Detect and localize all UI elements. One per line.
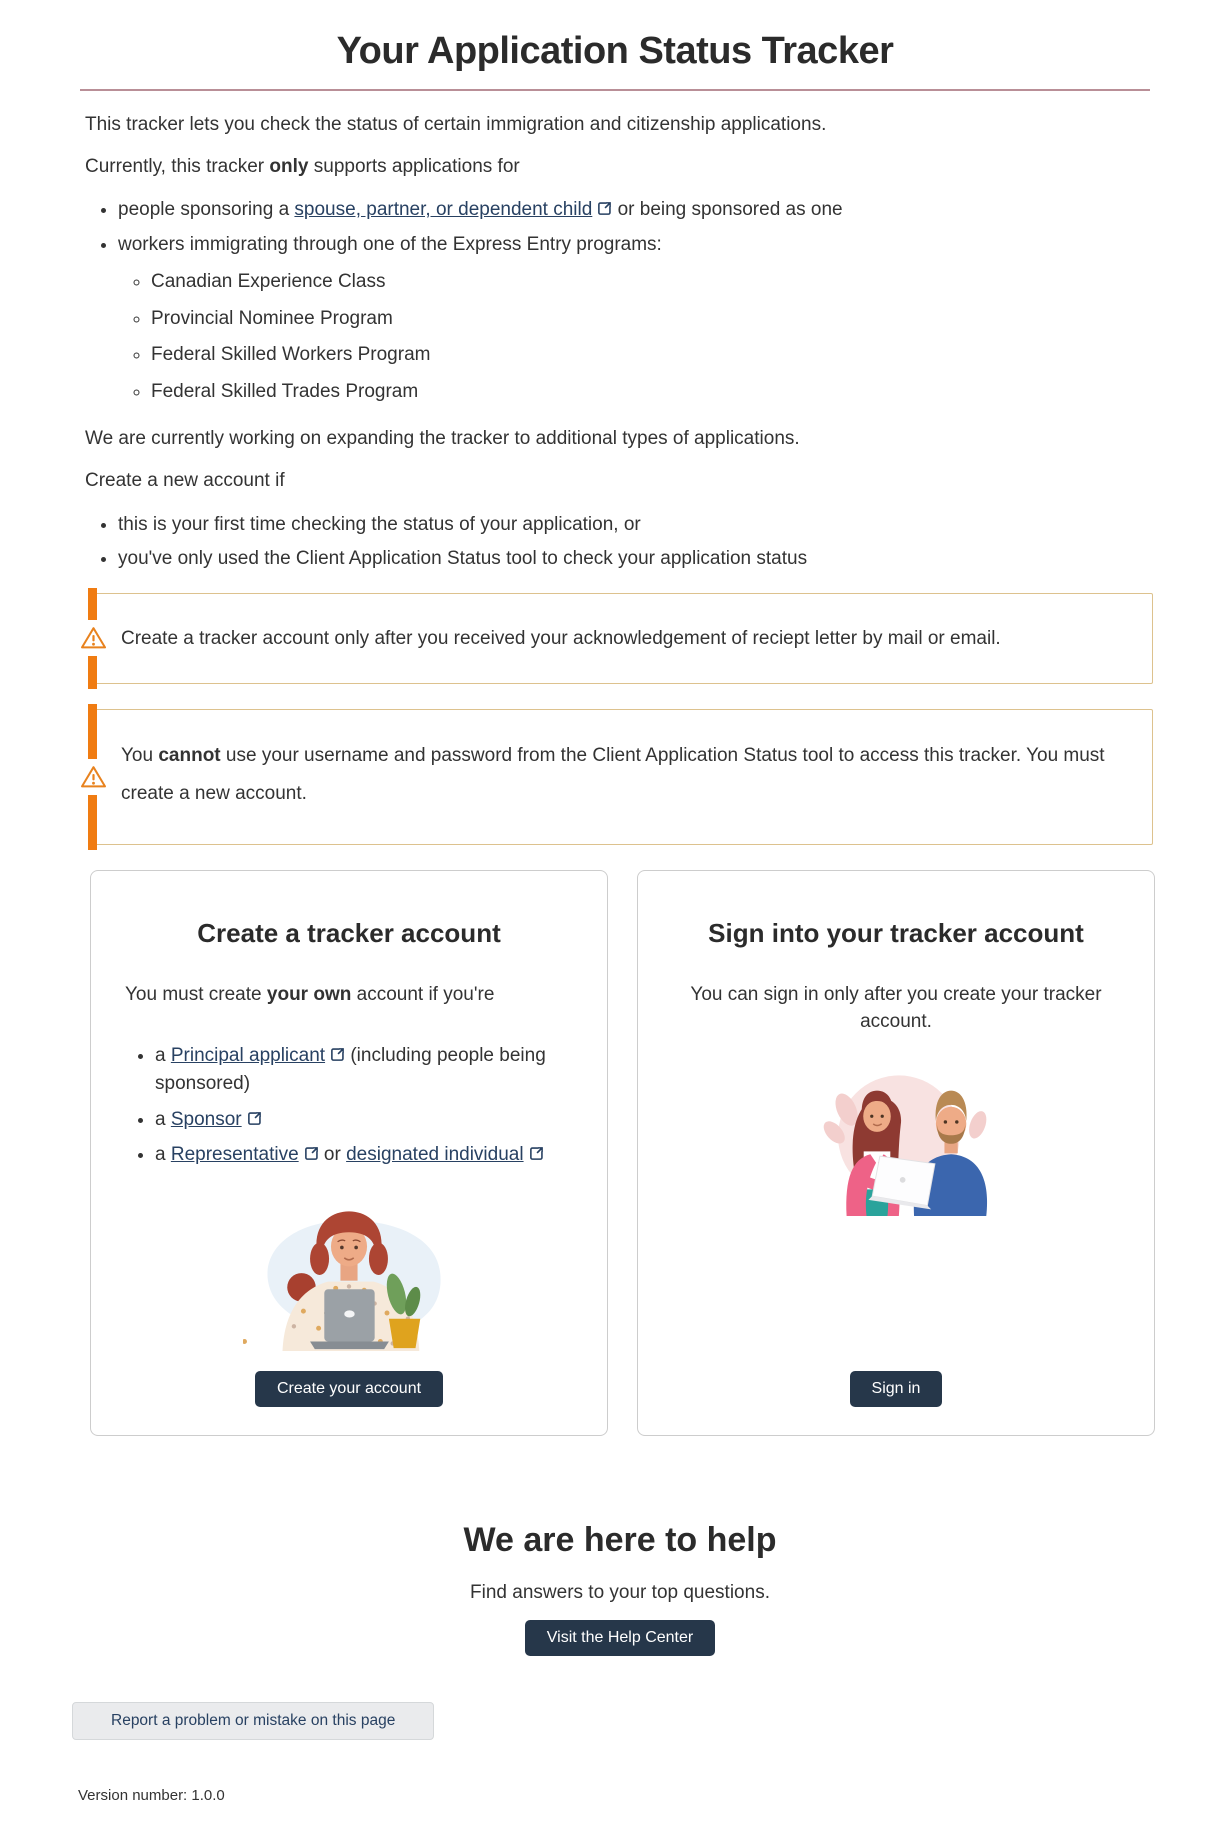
sign-in-button[interactable]: Sign in — [850, 1371, 943, 1407]
help-section — [85, 1516, 1155, 1657]
supported-intro-paragraph: Currently, this tracker only supports applications for — [85, 155, 520, 177]
help-text: Find answers to your top questions. — [470, 1581, 770, 1603]
express-entry-programs-list — [118, 268, 1155, 405]
sign-in-card — [637, 870, 1155, 1435]
create-card-actions — [125, 1357, 573, 1407]
external-link-icon — [304, 1146, 319, 1161]
intro-paragraph: This tracker lets you check the status of certain immigration and citizenship applications. — [85, 114, 827, 136]
external-link-icon — [330, 1047, 345, 1062]
signin-card-intro: You can sign in only after you create your tracker account. — [690, 983, 1102, 1033]
supported-applications-list — [85, 196, 1155, 405]
help-heading: We are here to help — [463, 1520, 777, 1559]
spouse-partner-child-link[interactable]: spouse, partner, or dependent child — [294, 199, 593, 221]
account-roles-list — [125, 1034, 573, 1176]
representative-link[interactable]: Representative — [170, 1144, 299, 1166]
page-footer — [72, 1702, 1230, 1807]
woman-laptop-illustration — [243, 1199, 455, 1351]
couple-laptop-illustration — [790, 1064, 1002, 1216]
external-link-icon — [597, 201, 612, 216]
list-item-principal-applicant: • a Principal applicant (including people being sponsored) — [155, 1042, 573, 1097]
list-item-cas-tool: • you've only used the Client Application Status tool to check your application status — [118, 545, 1155, 573]
list-item-express-entry: • workers immigrating through one of the Express Entry programs: ◦ Canadian Experience Class ◦ Provincial Nominee Program ◦ Federal Skilled Workers Program ◦ Federal Skilled Trades Program — [118, 231, 1155, 406]
sponsor-link[interactable]: Sponsor — [170, 1108, 242, 1130]
create-account-conditions-list — [85, 511, 1155, 573]
report-problem-button[interactable]: Report a problem or mistake on this page — [72, 1702, 434, 1740]
create-card-heading: Create a tracker account — [197, 918, 501, 949]
create-account-if-label: Create a new account if — [85, 470, 285, 492]
create-account-card — [90, 870, 608, 1435]
list-item-sponsorship: • people sponsoring a spouse, partner, or dependent child or being sponsored as one — [118, 196, 1155, 224]
main-content — [0, 111, 1230, 1656]
title-divider — [80, 89, 1150, 91]
create-card-intro: You must create your own account if you're — [125, 983, 495, 1005]
list-item-first-time: • this is your first time checking the status of your application, or — [118, 511, 1155, 539]
warning-icon — [79, 620, 108, 656]
designated-individual-link[interactable]: designated individual — [346, 1144, 524, 1166]
list-item-cec: ◦ Canadian Experience Class — [151, 268, 1155, 296]
create-your-account-button[interactable]: Create your account — [255, 1371, 443, 1407]
principal-applicant-link[interactable]: Principal applicant — [170, 1045, 326, 1067]
page-title: Your Application Status Tracker — [336, 30, 894, 72]
warning-text: You cannot use your username and password from the Client Application Status tool to access this tracker. You must create a new account. — [121, 745, 1105, 805]
version-number: Version number: 1.0.0 — [78, 1787, 225, 1805]
list-item-representative: • a Representative or designated individual — [155, 1141, 573, 1169]
external-link-icon — [247, 1111, 262, 1126]
external-link-icon — [529, 1146, 544, 1161]
list-item-fsw: ◦ Federal Skilled Workers Program — [151, 341, 1155, 369]
expanding-note-paragraph: We are currently working on expanding the tracker to additional types of applications. — [85, 428, 800, 450]
warning-cannot-reuse-credentials — [88, 709, 1153, 845]
warning-acknowledgement — [88, 593, 1153, 685]
signin-card-heading: Sign into your tracker account — [708, 918, 1084, 949]
visit-help-center-button[interactable]: Visit the Help Center — [525, 1620, 715, 1656]
list-item-pnp: ◦ Provincial Nominee Program — [151, 305, 1155, 333]
list-item-fst: ◦ Federal Skilled Trades Program — [151, 378, 1155, 406]
warning-text: Create a tracker account only after you received your acknowledgement of reciept letter by mail or email. — [121, 627, 1001, 649]
signin-card-actions — [672, 1357, 1120, 1407]
list-item-sponsor: • a Sponsor — [155, 1106, 573, 1134]
account-cards-row — [90, 870, 1155, 1435]
warning-icon — [79, 759, 108, 795]
